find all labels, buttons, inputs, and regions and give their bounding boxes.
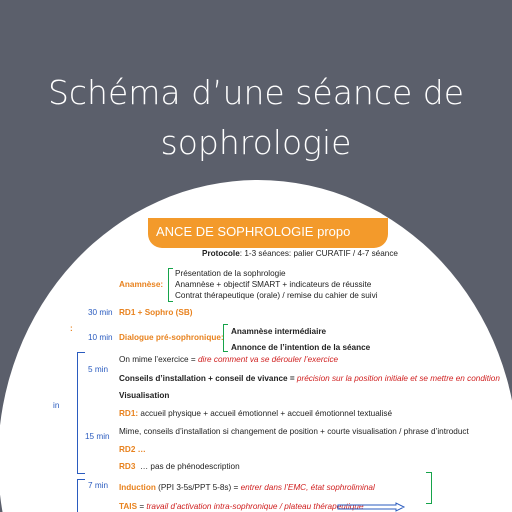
document-preview	[0, 180, 512, 512]
conseils-text: Conseils d’installation + conseil de vivance =	[119, 374, 297, 383]
tais-red: travail d’activation intra-sophronique / plateau thérapeutique	[146, 502, 364, 511]
session-bracket	[77, 352, 85, 474]
time-30-min: 30 min	[88, 308, 113, 317]
anamnese-item-3: Contrat thérapeutique (orale) / remise du cahier de suivi	[175, 291, 378, 300]
mime-red: dire comment va se dérouler l’exercice	[197, 355, 339, 364]
anamnese-item-1: Présentation de la sophrologie	[175, 269, 286, 278]
conseils-line	[119, 374, 500, 383]
document-page	[0, 180, 512, 512]
induction-bracket	[77, 479, 85, 512]
rd3-line	[119, 462, 240, 471]
visualisation: Visualisation	[119, 391, 170, 400]
mime-text: On mime l’exercice =	[119, 355, 198, 364]
induction-label: Induction	[119, 483, 156, 492]
rd1-line-label: RD1:	[119, 409, 139, 418]
anamnese-item-2: Anamnèse + objectif SMART + indicateurs de réussite	[175, 280, 372, 289]
dialogue-item-2: Annonce de l’intention de la séance	[231, 343, 371, 352]
tais-text: =	[137, 502, 147, 511]
dialogue-bracket	[223, 324, 228, 352]
induction-red: entrer dans l’EMC, état sophroliminal	[240, 483, 375, 492]
protocol-line	[202, 249, 398, 258]
rd1-line	[119, 409, 392, 418]
right-bracket	[426, 472, 432, 504]
conseils-red: précision sur la position initiale et se mettre en condition	[296, 374, 500, 383]
time-10-min: 10 min	[88, 333, 113, 342]
rd1-line-text: accueil physique + accueil émotionnel + accueil émotionnel textualisé	[138, 409, 393, 418]
slide-title: Schéma d’une séance de sophrologie	[47, 73, 465, 162]
time-15-min: 15 min	[85, 432, 110, 441]
time-5-min: 5 min	[88, 365, 109, 374]
induction-text: (PPI 3-5s/PPT 5-8s) =	[155, 483, 241, 492]
rd3-text: … pas de phénodescription	[139, 462, 240, 471]
protocol-label: Protocole	[202, 249, 240, 258]
tais-label: TAIS	[119, 502, 138, 511]
rd3-label: RD3	[119, 462, 136, 471]
document-banner	[148, 218, 388, 248]
mime2-line: Mime, conseils d’installation si changement de position + courte visualisation / phrase d’introduct	[119, 427, 469, 436]
mime-line	[119, 355, 338, 364]
dialogue-item-1: Anamnèse intermédiaire	[231, 327, 327, 336]
time-7-min: 7 min	[88, 481, 109, 490]
anamnese-bracket	[168, 268, 173, 302]
protocol-text: : 1-3 séances: palier CURATIF / 4-7 séance	[239, 249, 398, 258]
marker-dot: :	[70, 324, 73, 333]
dialogue-label: Dialogue pré-sophronique:	[119, 333, 224, 342]
margin-text: in	[53, 401, 60, 410]
arrow-right-icon	[336, 502, 406, 512]
rd2-line: RD2 …	[119, 445, 146, 454]
induction-line	[119, 483, 375, 492]
banner-title: ANCE DE SOPHROLOGIE propo	[156, 224, 351, 239]
anamnese-label: Anamnèse:	[119, 280, 164, 289]
rd1-sophro: RD1 + Sophro (SB)	[119, 308, 193, 317]
tais-line	[119, 502, 364, 511]
